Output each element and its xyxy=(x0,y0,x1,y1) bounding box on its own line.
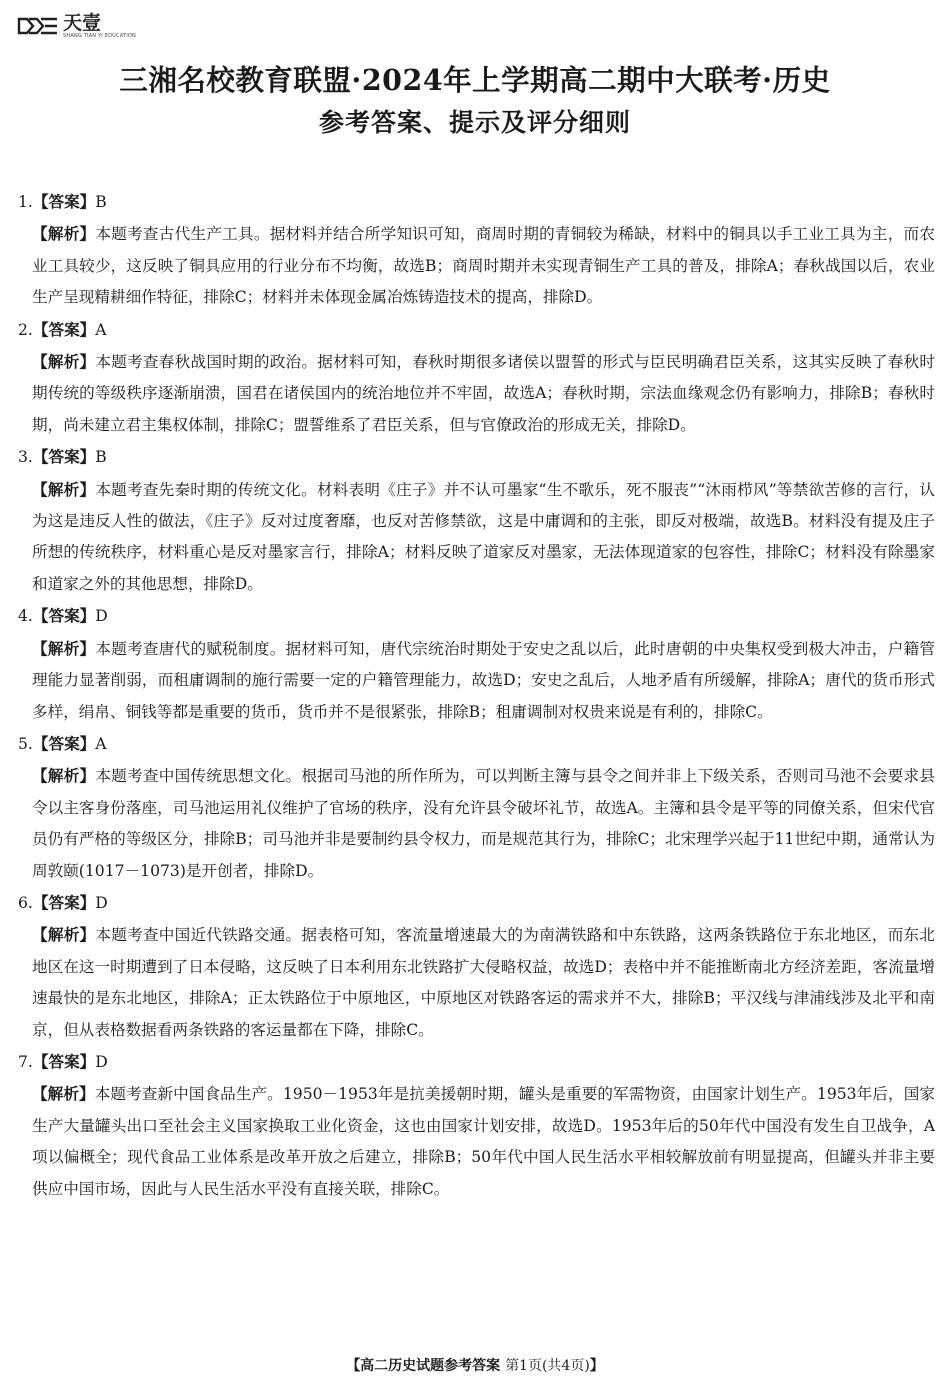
explanation-tag: 【解析】 xyxy=(32,224,96,244)
question-item-5 xyxy=(18,728,935,887)
explanation-text: 本题考查中国传统思想文化。根据司马池的所作所为，可以判断主簿与县令之间并非上下级关系，否则司马池不会要求县令以主客身份落座，司马池运用礼仪维护了官场的秩序，没有允许县令破坏礼节，故选A。主簿和县令是平等的同僚关系，但宋代官员仍有严格的等级区分，排除B；司马池并非是要制约县令权力，而是规范其行为，排除C；北宋理学兴起于11世纪中期，通常认为周敦颐(1017－1073)是开创者，排除D。 xyxy=(32,767,935,880)
question-number: 5. xyxy=(18,734,33,753)
answer-line xyxy=(18,728,935,760)
explanation-tag: 【解析】 xyxy=(32,1084,95,1104)
explanation-tag: 【解析】 xyxy=(32,925,96,945)
answer-tag: 【答案】 xyxy=(32,192,96,211)
answer-tag: 【答案】 xyxy=(32,892,96,912)
explanation-text: 本题考查新中国食品生产。1950－1953年是抗美援朝时期，罐头是重要的军需物资，由国家计划生产。1953年后，国家生产大量罐头出口至社会主义国家换取工业化资金，这也由国家计划安排，故选D。1953年后的50年代中国没有发生自卫战争，A项以偏概全；现代食品工业体系是改革开放之后建立，排除B；50年代中国人民生活水平相较解放前有明显提高，但罐头并非主要供应中国市场，因此与人民生活水平没有直接关联，排除C。 xyxy=(32,1085,935,1198)
question-number: 7. xyxy=(18,1052,33,1071)
question-number: 2. xyxy=(18,320,33,339)
explanation-tag: 【解析】 xyxy=(32,352,96,372)
question-item-1 xyxy=(18,186,935,314)
question-item-7 xyxy=(18,1046,935,1205)
explanation-text: 本题考查唐代的赋税制度。据材料可知，唐代宗统治时期处于安史之乱以后，此时唐朝的中央集权受到极大冲击，户籍管理能力显著削弱，而租庸调制的施行需要一定的户籍管理能力，故选D；安史之乱后，人地矛盾有所缓解，排除A；唐代的货币形式多样，绢帛、铜钱等都是重要的货币，货币并不是很紧张，排除B；租庸调制对权贵来说是有利的，排除C。 xyxy=(32,639,935,721)
answer-line xyxy=(18,1046,935,1078)
footer-title: 【高二历史试题参考答案 xyxy=(346,1358,501,1374)
explanation-paragraph xyxy=(18,346,935,441)
answer-line xyxy=(18,600,935,632)
question-number: 1. xyxy=(18,193,33,211)
answer-value: A xyxy=(95,734,107,753)
answer-value: B xyxy=(95,193,107,211)
explanation-text: 本题考查中国近代铁路交通。据表格可知，客流量增速最大的为南满铁路和中东铁路，这两条铁路位于东北地区，而东北地区在这一时期遭到了日本侵略，这反映了日本利用东北铁路扩大侵略权益，故选D；表格中并不能推断南北方经济差距，客流量增速最快的是东北地区，排除A；正太铁路位于中原地区，中原地区对铁路客运的需求并不大，排除B；平汉线与津浦线涉及北平和南京，但从表格数据看两条铁路的客运量都在下降，排除C。 xyxy=(32,926,935,1039)
footer-close-bracket: 】 xyxy=(589,1358,604,1374)
explanation-tag: 【解析】 xyxy=(32,638,96,658)
answer-tag: 【答案】 xyxy=(32,1051,96,1071)
document-subtitle: 参考答案、提示及评分细则 xyxy=(318,108,631,137)
answer-tag: 【答案】 xyxy=(32,447,96,467)
answer-value: A xyxy=(95,320,107,339)
answer-tag: 【答案】 xyxy=(32,606,96,626)
document-title: 三湘名校教育联盟·2024年上学期高二期中大联考·历史 xyxy=(119,63,831,97)
question-number: 3. xyxy=(18,448,33,467)
explanation-text: 本题考查春秋战国时期的政治。据材料可知，春秋时期很多诸侯以盟誓的形式与臣民明确君臣关系，这其实反映了春秋时期传统的等级秩序逐渐崩溃，国君在诸侯国内的统治地位并不牢固，故选A；春秋时期，宗法血缘观念仍有影响力，排除B；春秋时期，尚未建立君主集权体制，排除C；盟誓维系了君臣关系，但与官僚政治的形成无关，排除D。 xyxy=(32,353,935,434)
explanation-paragraph xyxy=(18,1078,935,1205)
logo-book-icon xyxy=(17,15,59,37)
logo-english-text: SHANG TIAN YI EDUCATION xyxy=(63,32,136,39)
publisher-logo xyxy=(17,13,136,39)
explanation-text: 本题考查先秦时期的传统文化。材料表明《庄子》并不认可墨家“生不歌乐，死不服丧”“沐雨栉风”等禁欲苦修的言行，认为这是违反人性的做法，《庄子》反对过度奢靡，也反对苦修禁欲，这是中庸调和的主张，即反对极端，故选B。材料没有提及庄子所想的传统秩序，材料重心是反对墨家言行，排除A；材料反映了道家反对墨家，无法体现道家的包容性，排除C；材料没有除墨家和道家之外的其他思想，排除D。 xyxy=(32,480,935,593)
explanation-tag: 【解析】 xyxy=(32,479,96,499)
answer-value: D xyxy=(95,893,108,912)
answer-tag: 【答案】 xyxy=(32,733,96,753)
answer-value: D xyxy=(95,607,108,626)
answer-line xyxy=(18,186,935,218)
explanation-paragraph xyxy=(18,919,935,1046)
explanation-tag: 【解析】 xyxy=(32,766,96,786)
question-item-6 xyxy=(18,887,935,1046)
explanation-paragraph xyxy=(18,218,935,313)
question-number: 4. xyxy=(18,607,33,626)
question-item-2 xyxy=(18,314,935,442)
answer-list xyxy=(18,186,935,1205)
footer-page-number: 第1页(共4页) xyxy=(505,1358,590,1374)
question-item-3 xyxy=(18,441,935,600)
explanation-paragraph xyxy=(18,474,935,601)
explanation-text: 本题考查古代生产工具。据材料并结合所学知识可知，商周时期的青铜较为稀缺，材料中的铜具以手工业工具为主，而农业工具较少，这反映了铜具应用的行业分布不均衡，故选B；商周时期并未实现青铜生产工具的普及，排除A；春秋战国以后，农业生产呈现精耕细作特征，排除C；材料并未体现金属冶炼铸造技术的提高，排除D。 xyxy=(32,225,935,307)
explanation-paragraph xyxy=(18,633,935,728)
logo-chinese-text: 天壹 xyxy=(63,11,102,34)
page-footer xyxy=(0,1355,950,1375)
answer-line xyxy=(18,887,935,919)
answer-value: B xyxy=(95,448,107,467)
answer-value: D xyxy=(95,1052,108,1071)
question-item-4 xyxy=(18,600,935,728)
answer-tag: 【答案】 xyxy=(32,319,96,339)
answer-line xyxy=(18,314,935,346)
question-number: 6. xyxy=(18,893,33,912)
explanation-paragraph xyxy=(18,760,935,887)
answer-line xyxy=(18,441,935,473)
